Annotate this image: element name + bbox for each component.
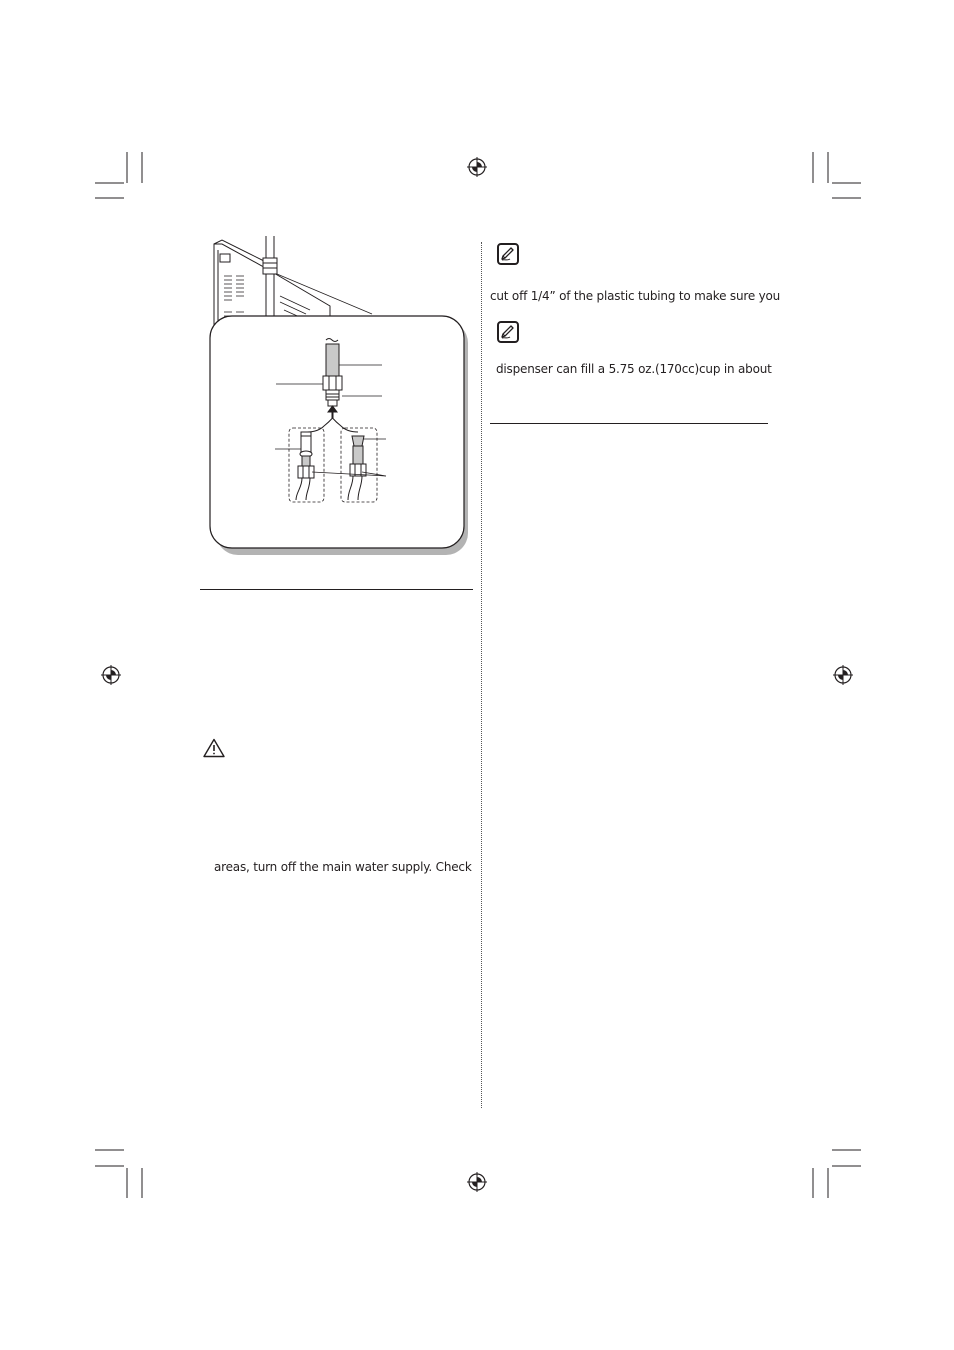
section-rule [490, 423, 768, 424]
column-divider [481, 242, 482, 1108]
section-rule [200, 589, 473, 590]
note-text-line: cut off 1/4” of the plastic tubing to make sure you [490, 289, 781, 303]
registration-crosshair-icon [101, 665, 121, 685]
registration-crosshair-icon [833, 665, 853, 685]
registration-crosshair-icon [467, 157, 487, 177]
note-pencil-icon [497, 321, 519, 343]
caution-text-line: areas, turn off the main water supply. Check [214, 860, 472, 874]
note-pencil-icon [497, 243, 519, 265]
note-text-line: dispenser can fill a 5.75 oz.(170cc)cup in about [496, 362, 772, 376]
registration-crosshair-icon [467, 1172, 487, 1192]
water-line-connection-illustration [200, 236, 472, 558]
warning-triangle-icon [203, 738, 225, 758]
